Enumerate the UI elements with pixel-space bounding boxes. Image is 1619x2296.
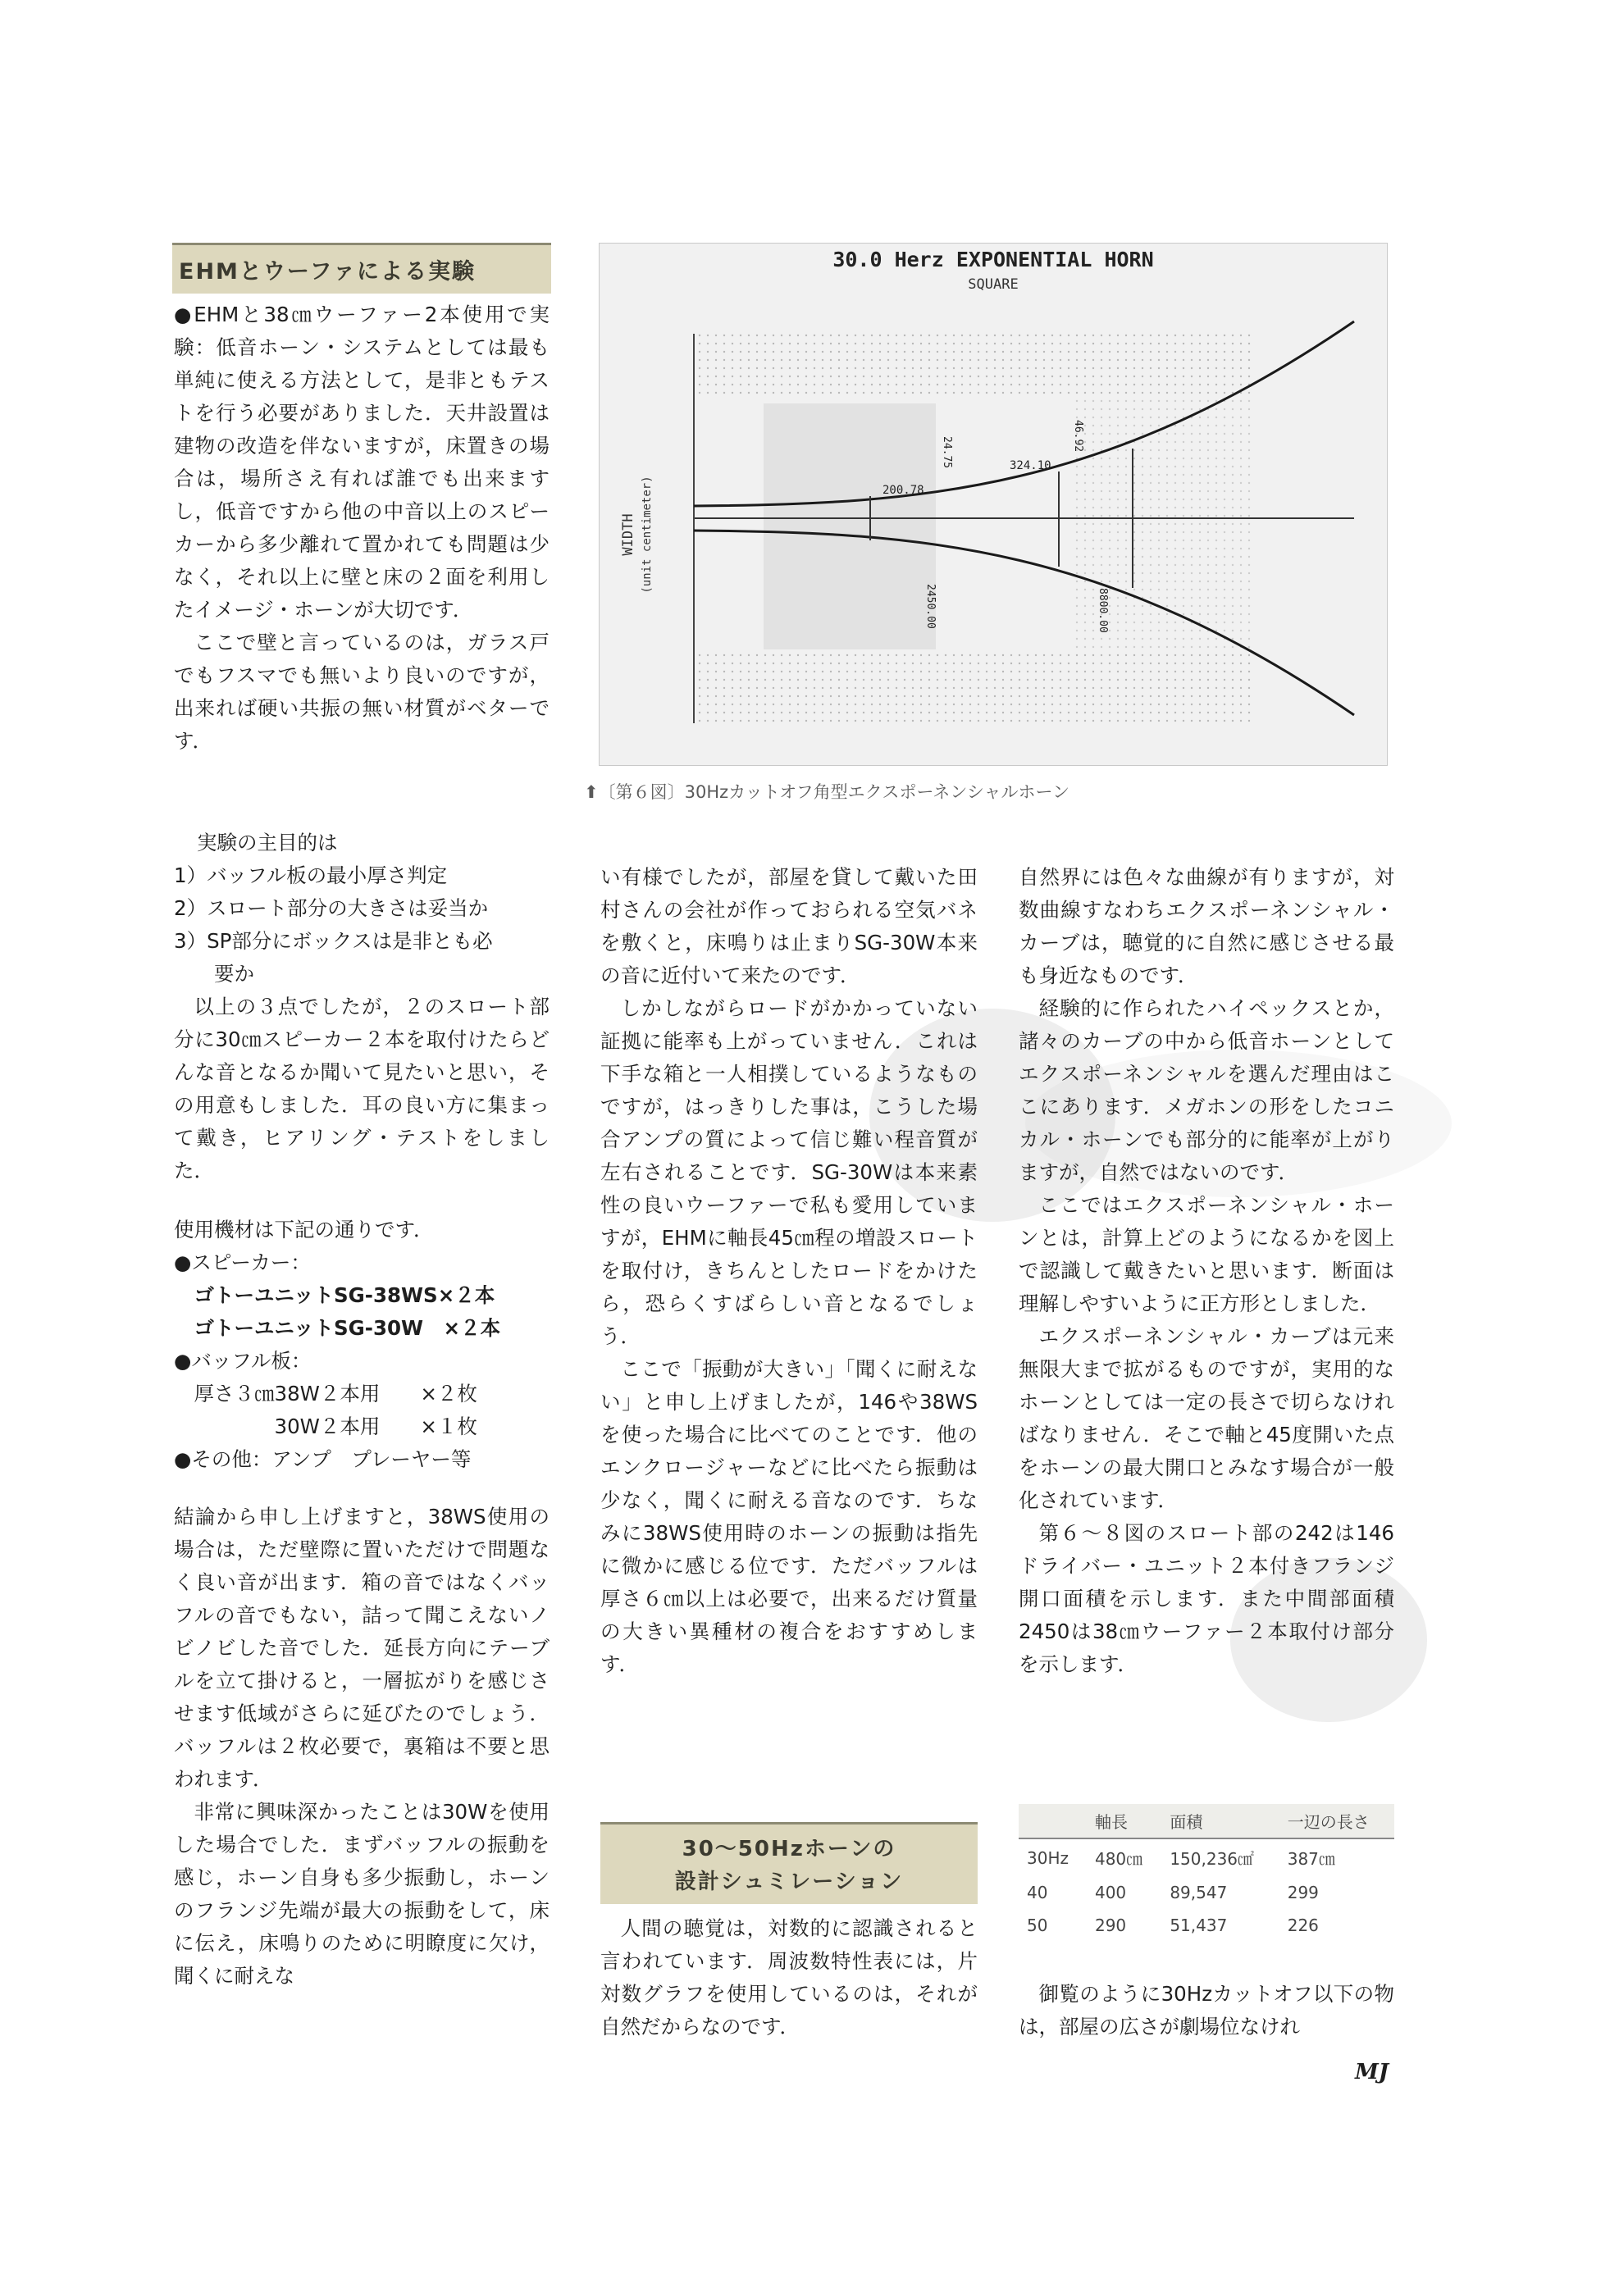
annotation-label: 46.92	[1072, 420, 1084, 453]
right-paragraph: 自然界には色々な曲線が有りますが，対数曲線すなわちエクスポーネンシャル・カーブは，聴覚的に自然に感じさせる最も身近なものです．	[1019, 865, 1394, 987]
figure-ylabel: WIDTH	[620, 513, 636, 556]
middle-paragraph: ここで「振動が大きい」「聞くに耐えない」と申し上げましたが，146や38WSを使った場合に比べてのことです．他のエンクロージャーなどに比べたら振動は少なく，聞くに耐える音なのです．ちなみに38WS使用時のホーンの振動は指先に微かに感じる位です．ただバッフルは厚さ６㎝以上は必要で，出来るだけ質量の大きい異種材の複合をおすすめします．	[600, 1357, 978, 1676]
figure-title: 30.0 Herz EXPONENTIAL HORN	[832, 248, 1154, 271]
table-cell: 226	[1287, 1916, 1319, 1935]
table-cell: 290	[1094, 1916, 1127, 1935]
middle-paragraph: しかしながらロードがかかっていない証拠に能率も上がっていません．これは下手な箱と一人相撲しているようなものですが，はっきりした事は，こうした場合アンプの質によって信じ難い程音質が左右されることです．SG-30Wは本来素性の良いウーファーで私も愛用していますが，EHMに軸長45㎝程の増設スロートを取付け，きちんとしたロードをかけたら，恐らくすばらしい音となるでしょう．	[600, 996, 978, 1348]
table-row	[1019, 1838, 1394, 1876]
left-column-conclusion	[174, 1501, 550, 1993]
right-column-closing	[1019, 1978, 1394, 2043]
table-cell: 51,437	[1170, 1916, 1228, 1935]
annotation-label: 24.75	[941, 436, 953, 469]
figure-subtitle: SQUARE	[968, 276, 1019, 293]
right-paragraph: 御覧のように30Hzカットオフ以下の物は，部屋の広さが劇場位なけれ	[1019, 1982, 1394, 2039]
aims-title: 実験の主目的は	[197, 831, 338, 854]
table-header	[1019, 1804, 1087, 1838]
grid-band	[694, 654, 1252, 723]
horn-spec-table-wrap	[1019, 1804, 1394, 1942]
equipment-item: ゴトーユニットSG-30W ×２本	[174, 1316, 501, 1340]
table-cell: 50	[1027, 1916, 1048, 1935]
annotation-label: 2450.00	[924, 584, 937, 629]
equipment-item: ●バッフル板：	[174, 1349, 312, 1373]
conclusion-paragraph: 結論から申し上げますと，38WS使用の場合は，ただ壁際に置いただけで問題なく良い音が出ます．箱の音ではなくバッフルの音でもない，詰って聞こえないノビノビした音でした．延長方向にテーブルを立て掛けると，一層拡がりを感じさせます低域がさらに延びたのでしょう．バッフルは２枚必要で，裏箱は不要と思われます．	[174, 1505, 550, 1791]
aim-item: 2）スロート部分の大きさは妥当か	[174, 896, 489, 920]
aim-item: 要か	[174, 962, 254, 986]
table-cell: 150,236㎠	[1170, 1849, 1255, 1869]
left-column-equipment	[174, 1214, 550, 1476]
table-header-row	[1019, 1804, 1394, 1838]
right-paragraph: ここではエクスポーネンシャル・ホーンとは，計算上どのようになるかを図上で認識して戴きたいと思います．断面は理解しやすいように正方形としました．	[1019, 1193, 1394, 1315]
page-mark: MJ	[1355, 2060, 1389, 2084]
table-header: 軸長	[1087, 1804, 1161, 1838]
grid-band	[694, 334, 1252, 399]
equipment-item: 厚さ３㎝38W２本用 ×２枚	[174, 1382, 477, 1405]
horn-figure-svg	[600, 244, 1385, 763]
heading-line: 30～50Hzホーンの	[682, 1837, 896, 1861]
figure-caption: ⬆〔第６図〕30Hzカットオフ角型エクスポーネンシャルホーン	[584, 782, 1070, 802]
right-paragraph: エクスポーネンシャル・カーブは元来無限大まで拡がるものですが，実用的なホーンとしては一定の長さで切らなければなりません．そこで軸と45度開いた点をホーンの最大開口とみなす場合が一般化されています．	[1019, 1324, 1394, 1512]
right-paragraph: 経験的に作られたハイペックスとか，諸々のカーブの中から低音ホーンとしてエクスポーネンシャルを選んだ理由はここにあります．メガホンの形をしたコニカル・ホーンでも部分的に能率が上がりますが，自然ではないのです．	[1019, 996, 1394, 1184]
horn-spec-table	[1019, 1804, 1394, 1942]
table-row	[1019, 1909, 1394, 1942]
aim-item: 3）SP部分にボックスは是非とも必	[174, 929, 493, 953]
table-header: 一辺の長さ	[1279, 1804, 1394, 1838]
equipment-item: ●スピーカー：	[174, 1250, 311, 1274]
table-header: 面積	[1161, 1804, 1279, 1838]
horn-figure	[599, 243, 1388, 766]
intro-paragraph: ここで壁と言っているのは，ガラス戸でもフスマでも無いより良いのですが，出来れば硬い共振の無い材質がベターです．	[174, 631, 550, 753]
equipment-item: ●その他：アンプ プレーヤー等	[174, 1447, 472, 1471]
annotation-label: 200.78	[882, 484, 924, 497]
equipment-title: 使用機材は下記の通りです．	[174, 1218, 434, 1241]
right-column	[1019, 861, 1394, 1681]
table-cell: 480㎝	[1094, 1849, 1143, 1869]
table-cell: 299	[1287, 1883, 1319, 1902]
annotation-label: 324.10	[1010, 459, 1051, 472]
annotation-label: 8800.00	[1097, 588, 1109, 633]
left-column-intro	[174, 298, 550, 758]
heading-line: 設計シュミレーション	[674, 1870, 904, 1894]
table-cell: 400	[1094, 1883, 1127, 1902]
middle-paragraph: 人間の聴覚は，対数的に認識されると言われています．周波数特性表には，片対数グラフを使用しているのは，それが自然だからなのです．	[600, 1916, 978, 2039]
middle-column-after-heading	[600, 1912, 978, 2043]
conclusion-paragraph: 非常に興味深かったことは30Wを使用した場合でした．まずバッフルの振動を感じ，ホーン自身も多少振動し，ホーンのフランジ先端が最大の振動をして，床に伝え，床鳴りのために明瞭度に欠け，聞くに耐えな	[174, 1800, 550, 1988]
equipment-item: ゴトーユニットSG-38WS×２本	[174, 1283, 495, 1307]
middle-paragraph: い有様でしたが，部屋を貸して戴いた田村さんの会社が作っておられる空気バネを敷くと，床鳴りは止まりSG-30W本来の音に近付いて来たのです．	[600, 865, 978, 987]
table-cell: 387㎝	[1287, 1849, 1335, 1869]
equipment-item: 30W２本用 ×１枚	[174, 1414, 477, 1438]
left-column-aims	[174, 827, 550, 1187]
figure-yunit: (unit centimeter)	[641, 476, 654, 594]
table-row	[1019, 1876, 1394, 1909]
intro-paragraph: ●EHMと38㎝ウーファー2本使用で実験：低音ホーン・システムとしては最も単純に使える方法として，是非ともテストを行う必要がありました．天井設置は建物の改造を伴ないますが，床置きの場合は，場所さえ有れば誰でも出来ますし，低音ですから他の中音以上のスピーカーから多少離れて置かれても問題は少なく，それ以上に壁と床の２面を利用したイメージ・ホーンが大切です．	[174, 303, 550, 622]
section-heading-simulation	[600, 1822, 978, 1904]
table-cell: 30Hz	[1027, 1847, 1069, 1868]
section-heading-ehm: EHMとウーファによる実験	[172, 243, 551, 294]
middle-column	[600, 861, 978, 1681]
grid-shade	[764, 403, 936, 649]
right-paragraph: 第６～８図のスロート部の242は146ドライバー・ユニット２本付きフランジ開口面積を示します．また中間部面積2450は38㎝ウーファー２本取付け部分を示します．	[1019, 1521, 1394, 1676]
table-cell: 89,547	[1170, 1883, 1228, 1902]
after-aims-paragraph: 以上の３点でしたが，２のスロート部分に30㎝スピーカー２本を取付けたらどんな音となるか聞いて見たいと思い，その用意もしました．耳の良い方に集まって戴き，ヒアリング・テストをしました．	[174, 995, 550, 1182]
table-cell: 40	[1027, 1883, 1048, 1902]
aim-item: 1）バッフル板の最小厚さ判定	[174, 863, 448, 887]
